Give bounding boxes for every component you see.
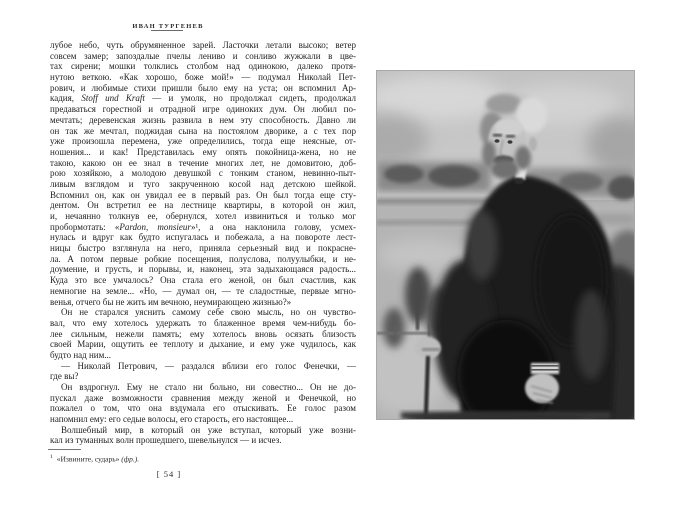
body-text-line: Куда это все умчалось? Она стала его женой, он был счастлив, как bbox=[50, 275, 356, 286]
body-text-line: и, нечаянно толкнув ее, обернулся, хотел извиниться и только мог bbox=[50, 211, 356, 221]
body-text-line: рою хозяйкою, а молодою девушкой с тонким станом, невинно-пыт- bbox=[50, 168, 356, 179]
body-text-line: кадия, Stoff und Kraft — и умолк, но продолжал сидеть, продолжал bbox=[50, 93, 356, 104]
footnote-marker: 1 bbox=[50, 454, 53, 460]
footnote-text: «Извините, сударь» bbox=[56, 454, 120, 464]
body-text-line: рович, и любимые стихи пришли было ему на уста; он вспомнил Ар- bbox=[50, 82, 356, 93]
body-text-line: ношения... и как! Представилась ему опять покойница-жена, но не bbox=[50, 146, 356, 157]
body-text-line: Волшебный мир, в который он уже вступал, который уже возни- bbox=[61, 424, 356, 435]
body-text-line: такою, какою он ее знал в течение многих лет, не домовитою, доб- bbox=[50, 157, 356, 168]
body-text-line: лее сильным, нежели память; ему хотелось вновь осязать близость bbox=[50, 328, 356, 339]
body-text-line: мечтать; деревенская жизнь развила в нем эту способность. Давно ли bbox=[50, 114, 356, 125]
body-text-line: дентом. Он встретил ее на лестнице квартиры, в которой он жил, bbox=[50, 200, 356, 211]
body-text-line: пожалел о том, что она вздумала его отыскивать. Ее голос разом bbox=[50, 403, 356, 414]
body-text-line: — Николай Петрович, — раздался вблизи его голос Фенечки, — bbox=[61, 360, 356, 371]
footnote-separator bbox=[48, 449, 81, 450]
body-text-line: ла. А потом первые робкие посещения, полуслова, полуулыбки, и не- bbox=[50, 253, 356, 264]
running-head-rule bbox=[151, 30, 183, 31]
body-text-line: пускал даже возможности сравнения между женой и Фенечкой, но bbox=[50, 392, 356, 403]
page-number: [ 54 ] bbox=[156, 469, 182, 479]
body-text-line: Вспомнил он, как он увидал ее в первый раз. Он был тогда еще сту- bbox=[50, 189, 356, 200]
footnote bbox=[50, 453, 356, 464]
body-text-line: кал из туманных волн прошедшего, шевельнулся — и исчез. bbox=[50, 435, 282, 446]
body-text-line: где вы? bbox=[50, 371, 79, 382]
body-text-line: предаваться горестной и отрадной игре одиноких дум. Он любил по- bbox=[50, 104, 356, 115]
footnote-language-note: (фр.). bbox=[121, 454, 140, 464]
body-text-column bbox=[50, 40, 356, 446]
body-text-line: уже произошла перемена, уже определились, тогда еще неясные, от- bbox=[50, 136, 356, 147]
body-text-line: будто над ним... bbox=[50, 349, 112, 360]
body-text-line: пробормотать: «Pardon, monsieur»¹, а она наклонила голову, усмех- bbox=[50, 221, 356, 232]
body-text-line: своей Марии, ощутить ее теплоту и дыхание, и ему уже чудилось, как bbox=[50, 339, 356, 350]
body-text-line: совсем замер; запоздалые пчелы лениво и сонливо жужжали в цве- bbox=[50, 50, 356, 61]
body-text-line: ливым взглядом и туго закрученною косой над детскою шейкой. bbox=[50, 178, 356, 189]
body-text-line: Он вздрогнул. Ему не стало ни больно, ни совестно... Он не до- bbox=[61, 382, 356, 392]
body-text-line: венья, отчего бы не жить им вечною, неумирающею жизнью?» bbox=[50, 296, 292, 307]
body-text-line: ницы быстро взглянула на него, приняла серьезный вид и покрасне- bbox=[50, 243, 356, 254]
body-text-line: лубое небо, чуть обрумяненное зарей. Ласточки летали высоко; ветер bbox=[50, 40, 356, 50]
body-text-line: Он не старался уяснить самому себе свою мысль, но он чувство- bbox=[61, 307, 356, 318]
running-head: ИВАН ТУРГЕНЕВ bbox=[132, 23, 204, 30]
body-text-line: доумение, и грусть, и порывы, и, наконец, эта задыхающаяся радость... bbox=[50, 264, 356, 275]
body-text-line: он так же мечтал, поджидая сына на постоялом дворике, а с тех пор bbox=[50, 125, 356, 136]
body-text-line: тах сирени; мошки толклись столбом над одинокою, далеко протя- bbox=[50, 61, 356, 72]
body-text-line: нутою веткою. «Как хорошо, боже мой!» — подумал Николай Пет- bbox=[50, 72, 356, 83]
folio-wrap bbox=[0, 464, 338, 482]
body-text-line: немногие на земле... «Но, — думал он, — те сладостные, первые мгно- bbox=[50, 285, 356, 296]
body-text-line: нулась и вдруг как будто испугалась и побежала, а на повороте лест- bbox=[50, 232, 356, 243]
illustration-painting bbox=[376, 70, 635, 420]
body-text-line: напомнил ему: его седые волосы, его старость, его настоящее... bbox=[50, 414, 294, 425]
body-text-line: вал, что ему хотелось удержать то блаженное время чем-нибудь бо- bbox=[50, 317, 356, 328]
